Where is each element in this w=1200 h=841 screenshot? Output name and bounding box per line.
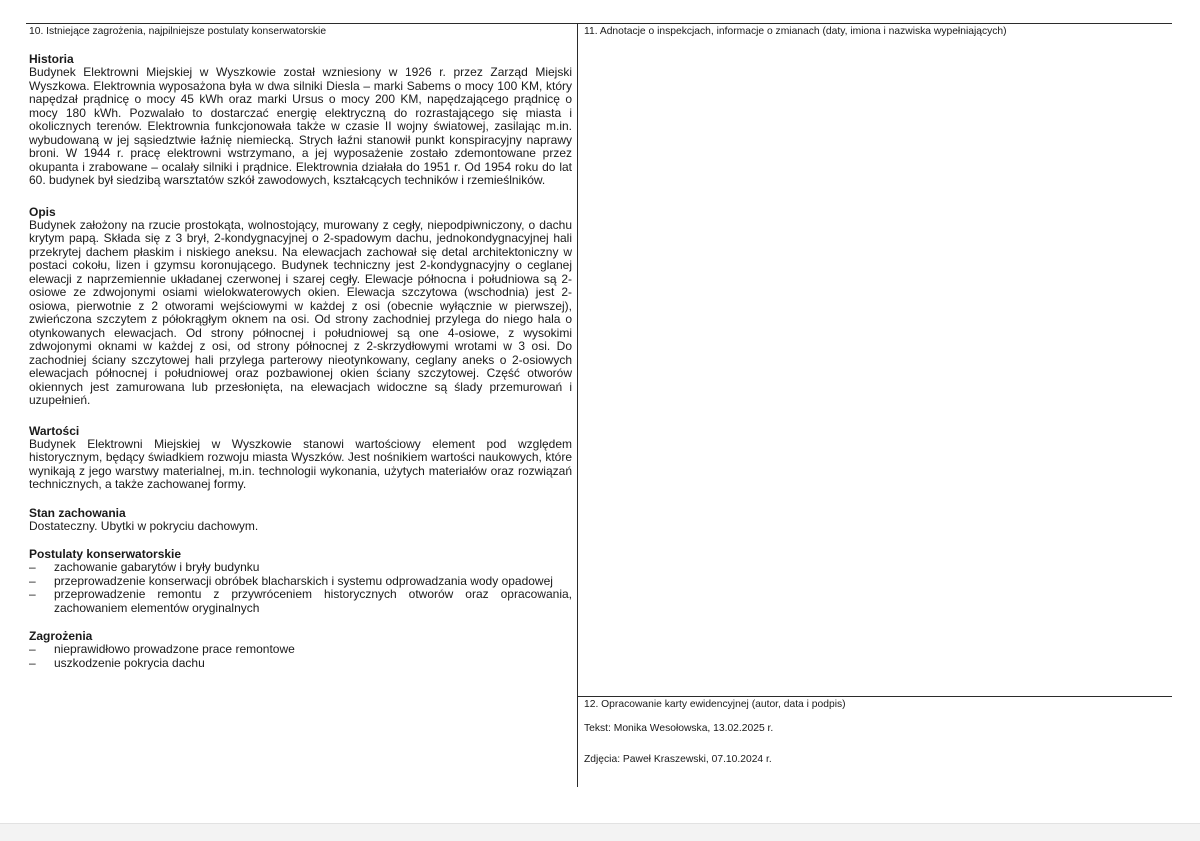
viewer-bottom-band	[0, 823, 1200, 841]
section-11-column	[584, 25, 1170, 38]
list-item-text: zachowanie gabarytów i bryły budynku	[54, 560, 260, 574]
text-author-credit: Tekst: Monika Wesołowska, 13.02.2025 r.	[584, 723, 774, 734]
wartosci-title: Wartości	[29, 423, 80, 438]
section-11-header: 11. Adnotacje o inspekcjach, informacje o zmianach (daty, imiona i nazwiska wypełniających)	[584, 26, 1007, 37]
opis-title: Opis	[29, 204, 56, 219]
list-item	[29, 643, 572, 657]
stan-zachowania-body: Dostateczny. Ubytki w pokryciu dachowym.	[29, 518, 259, 533]
list-item	[29, 561, 572, 575]
list-item-text: przeprowadzenie remontu z przywróceniem historycznych otworów oraz opracowania, zachowaniem elementów oryginalnych	[54, 587, 572, 615]
stan-zachowania-section	[29, 507, 572, 534]
list-item	[29, 657, 572, 671]
wartosci-body: Budynek Elektrowni Miejskiej w Wyszkowie stanowi wartościowy element pod względem historycznym, będący świadkiem rozwoju miasta Wyszków. Jest nośnikiem wartości naukowych, które wynikają z jego warstwy materialnej, m.in. technologii wykonania, użytych materiałów oraz rozwiązań technicznych, a także zachowanej formy.	[29, 436, 572, 491]
dash-bullet: –	[29, 573, 36, 588]
section-10-column	[29, 25, 572, 670]
table-top-border	[26, 23, 1172, 24]
opis-section	[29, 206, 572, 408]
dash-bullet: –	[29, 655, 36, 670]
section-12-block	[584, 698, 1170, 784]
wartosci-section	[29, 425, 572, 492]
section-12-top-border	[577, 696, 1172, 697]
zagrozenia-title: Zagrożenia	[29, 629, 93, 643]
postulaty-list	[29, 561, 572, 615]
postulaty-title: Postulaty konserwatorskie	[29, 547, 182, 561]
stan-zachowania-title: Stan zachowania	[29, 505, 126, 520]
list-item	[29, 575, 572, 589]
historia-title: Historia	[29, 52, 74, 66]
zagrozenia-list	[29, 643, 572, 670]
section-10-header: 10. Istniejące zagrożenia, najpilniejsze postulaty konserwatorskie	[29, 26, 327, 37]
list-item-text: uszkodzenie pokrycia dachu	[54, 655, 205, 670]
postulaty-section	[29, 548, 572, 615]
list-item-text: przeprowadzenie konserwacji obróbek blacharskich i systemu odprowadzania wody opadowej	[54, 573, 553, 588]
historia-body: Budynek Elektrowni Miejskiej w Wyszkowie został wzniesiony w 1926 r. przez Zarząd Miejski Wyszkowa. Elektrownia wyposażona była w dwa silniki Diesla – marki Sabems o mocy 100 KM, który napędzał prądnicę o mocy 45 kWh oraz marki Ursus o mocy 200 KM, napędzającego prądnicę o mocy 180 kWh. Pozwalało to dostarczać energię elektryczną do rozrastającego się miasta i okolicznych terenów. Elektrownia funkcjonowała także w czasie II wojny światowej, zasilając m.in. wybudowaną w jej sąsiedztwie łaźnię niemiecką. Strych łaźni stanowił punkt konspiracyjny naprawy broni. W 1944 r. pracę elektrowni wstrzymano, a jej wyposażenie zostało zdemontowane przez okupanta i zrabowane – ocalały silniki i prądnice. Elektrownia działała do 1951 r. Od 1954 roku do lat 60. budynek był siedzibą warsztatów szkół zawodowych, kształcących techników i rzemieślników.	[29, 65, 572, 187]
dash-bullet: –	[29, 587, 36, 601]
column-divider	[577, 23, 578, 787]
historia-section	[29, 53, 572, 188]
zagrozenia-section	[29, 630, 572, 670]
opis-body: Budynek założony na rzucie prostokąta, wolnostojący, murowany z cegły, niepodpiwniczony, o dachu krytym papą. Składa się z 3 brył, 2-kondygnacyjnej o 2-spadowym dachu, jednokondygnacyjnej hali przekrytej dachem płaskim i niskiego aneksu. Na elewacjach zachował się detal architektoniczny w postaci cokołu, lizen i gzymsu koronującego. Budynek techniczny jest 2-kondygnacyjny o ceglanej elewacji z naprzemiennie układanej czerwonej i szarej cegły. Elewacje północna i południowa są 2-osiowe ze zdwojonymi osiami wielokwaterowych okien. Elewacja szczytowa (wschodnia) jest 2-osiowa, pierwotnie z 2 otworami wejściowymi w każdej z osi (obecnie wyłącznie w pierwszej), zwieńczona szczytem z półokrągłym oknem na osi. Od strony zachodniej przylega do niego hala o otynkowanych elewacjach. Od strony północnej i południowej są one 4-osiowe, z wysokimi zdwojonymi oknami w każdej z osi, od strony północnej z 2-skrzydłowymi wrotami w 3 osi. Do zachodniej ściany szczytowej hali przylega parterowy nieotynkowany, ceglany aneks o 2-osiowych elewacjach północnej i południowej oraz pozbawionej okien ściany szczytowej. Część otworów okiennych jest zamurowana lub przesłonięta, na elewacjach widoczne są ślady przemurowań i uzupełnień.	[29, 217, 572, 407]
section-12-header: 12. Opracowanie karty ewidencyjnej (autor, data i podpis)	[584, 699, 846, 710]
dash-bullet: –	[29, 560, 36, 574]
list-item-text: nieprawidłowo prowadzone prace remontowe	[54, 642, 295, 656]
list-item	[29, 588, 572, 615]
dash-bullet: –	[29, 642, 36, 656]
photo-author-credit: Zdjęcia: Paweł Kraszewski, 07.10.2024 r.	[584, 754, 772, 765]
